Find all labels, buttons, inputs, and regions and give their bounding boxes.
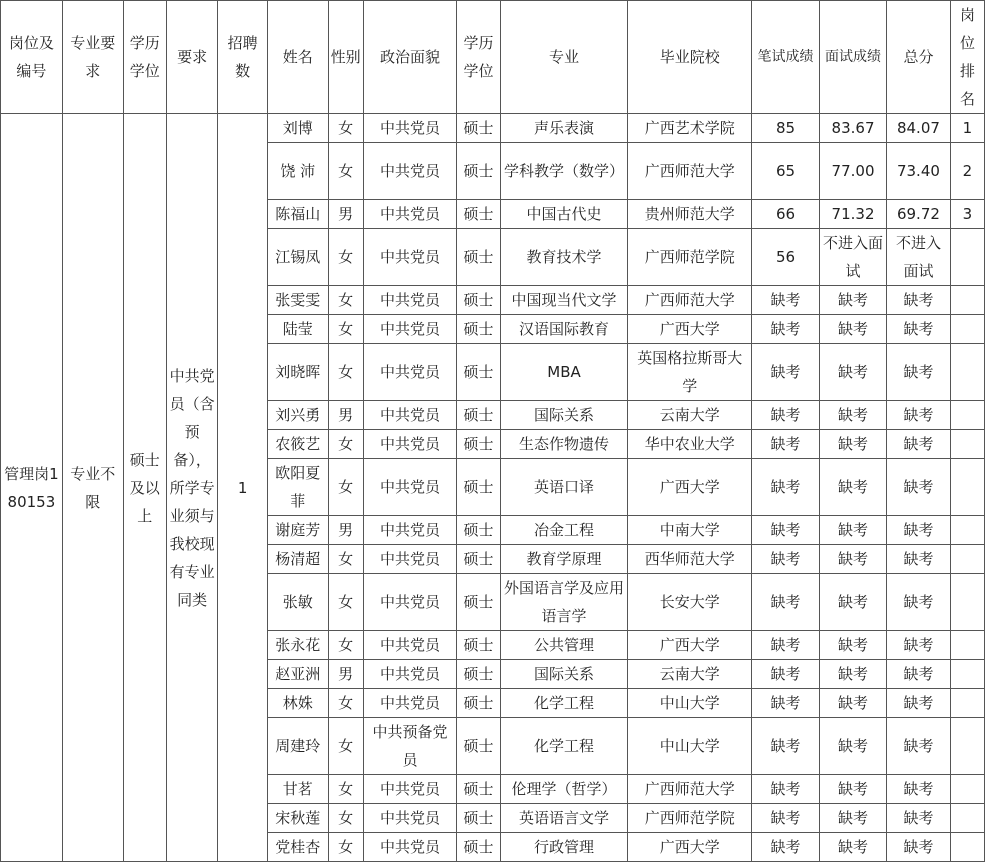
- cell-school: 中山大学: [628, 689, 752, 718]
- header-position: 岗位及编号: [1, 1, 63, 114]
- cell-written: 85: [752, 114, 820, 143]
- cell-interview: 缺考: [820, 401, 887, 430]
- cell-gender: 女: [328, 459, 363, 516]
- cell-rank: [950, 833, 984, 862]
- cell-name: 张雯雯: [267, 286, 328, 315]
- cell-rank: 3: [950, 200, 984, 229]
- cell-school: 英国格拉斯哥大学: [628, 344, 752, 401]
- cell-degree: 硕士: [457, 574, 500, 631]
- cell-gender: 女: [328, 689, 363, 718]
- cell-school: 广西大学: [628, 631, 752, 660]
- cell-degree: 硕士: [457, 286, 500, 315]
- cell-gender: 男: [328, 516, 363, 545]
- cell-major: 国际关系: [500, 401, 628, 430]
- cell-interview: 缺考: [820, 430, 887, 459]
- cell-gender: 女: [328, 229, 363, 286]
- cell-written: 65: [752, 143, 820, 200]
- cell-rank: [950, 545, 984, 574]
- cell-gender: 女: [328, 718, 363, 775]
- cell-party: 中共党员: [363, 660, 457, 689]
- cell-interview: 缺考: [820, 516, 887, 545]
- cell-written: 缺考: [752, 286, 820, 315]
- header-name: 姓名: [267, 1, 328, 114]
- cell-total: 73.40: [887, 143, 951, 200]
- cell-degree: 硕士: [457, 718, 500, 775]
- cell-name: 党桂杏: [267, 833, 328, 862]
- cell-interview: 缺考: [820, 660, 887, 689]
- cell-major: 伦理学（哲学）: [500, 775, 628, 804]
- cell-interview: 缺考: [820, 718, 887, 775]
- cell-gender: 女: [328, 574, 363, 631]
- cell-written: 缺考: [752, 833, 820, 862]
- cell-rank: [950, 631, 984, 660]
- cell-name: 宋秋莲: [267, 804, 328, 833]
- cell-interview: 缺考: [820, 833, 887, 862]
- cell-gender: 女: [328, 114, 363, 143]
- cell-total: 缺考: [887, 660, 951, 689]
- cell-written: 56: [752, 229, 820, 286]
- cell-total: 缺考: [887, 574, 951, 631]
- cell-rank: [950, 401, 984, 430]
- cell-written: 缺考: [752, 775, 820, 804]
- cell-name: 杨清超: [267, 545, 328, 574]
- table-row: [1, 114, 985, 143]
- cell-rank: [950, 430, 984, 459]
- cell-written: 66: [752, 200, 820, 229]
- cell-degree: 硕士: [457, 200, 500, 229]
- cell-major: 声乐表演: [500, 114, 628, 143]
- cell-degree: 硕士: [457, 114, 500, 143]
- cell-name: 江锡凤: [267, 229, 328, 286]
- header-rank: 岗位排名: [950, 1, 984, 114]
- cell-interview: 缺考: [820, 545, 887, 574]
- cell-rank: [950, 516, 984, 545]
- cell-major: 化学工程: [500, 689, 628, 718]
- cell-interview: 缺考: [820, 344, 887, 401]
- cell-name: 周建玲: [267, 718, 328, 775]
- header-party: 政治面貌: [363, 1, 457, 114]
- cell-rank: 2: [950, 143, 984, 200]
- cell-degree: 硕士: [457, 516, 500, 545]
- cell-name: 甘茗: [267, 775, 328, 804]
- cell-rank: [950, 229, 984, 286]
- cell-party: 中共党员: [363, 574, 457, 631]
- cell-total: 缺考: [887, 833, 951, 862]
- cell-party: 中共党员: [363, 689, 457, 718]
- cell-rank: [950, 689, 984, 718]
- header-school: 毕业院校: [628, 1, 752, 114]
- cell-gender: 女: [328, 430, 363, 459]
- cell-school: 广西师范大学: [628, 775, 752, 804]
- cell-major-requirement: 专业不限: [62, 114, 123, 862]
- cell-school: 长安大学: [628, 574, 752, 631]
- cell-other-requirement: 中共党员（含预备），所学专业须与我校现有专业同类: [166, 114, 218, 862]
- cell-major: 英语口译: [500, 459, 628, 516]
- cell-written: 缺考: [752, 430, 820, 459]
- cell-written: 缺考: [752, 545, 820, 574]
- header-row: [1, 1, 985, 114]
- header-quota: 招聘数: [218, 1, 267, 114]
- cell-gender: 女: [328, 545, 363, 574]
- cell-written: 缺考: [752, 315, 820, 344]
- cell-total: 不进入面试: [887, 229, 951, 286]
- cell-major: 英语语言文学: [500, 804, 628, 833]
- cell-written: 缺考: [752, 459, 820, 516]
- header-degree: 学历学位: [457, 1, 500, 114]
- cell-degree-requirement: 硕士及以上: [123, 114, 166, 862]
- cell-degree: 硕士: [457, 459, 500, 516]
- cell-interview: 77.00: [820, 143, 887, 200]
- cell-interview: 83.67: [820, 114, 887, 143]
- cell-written: 缺考: [752, 401, 820, 430]
- cell-party: 中共党员: [363, 229, 457, 286]
- cell-interview: 缺考: [820, 315, 887, 344]
- cell-total: 缺考: [887, 286, 951, 315]
- cell-major: 汉语国际教育: [500, 315, 628, 344]
- cell-party: 中共党员: [363, 545, 457, 574]
- cell-interview: 缺考: [820, 775, 887, 804]
- cell-party: 中共党员: [363, 804, 457, 833]
- cell-school: 云南大学: [628, 401, 752, 430]
- cell-interview: 缺考: [820, 574, 887, 631]
- cell-interview: 缺考: [820, 804, 887, 833]
- cell-major: 国际关系: [500, 660, 628, 689]
- cell-major: 教育技术学: [500, 229, 628, 286]
- cell-name: 谢庭芳: [267, 516, 328, 545]
- cell-party: 中共党员: [363, 315, 457, 344]
- cell-major: 冶金工程: [500, 516, 628, 545]
- cell-rank: [950, 574, 984, 631]
- cell-rank: [950, 286, 984, 315]
- cell-name: 欧阳夏菲: [267, 459, 328, 516]
- cell-degree: 硕士: [457, 833, 500, 862]
- cell-school: 中山大学: [628, 718, 752, 775]
- header-major-req: 专业要求: [62, 1, 123, 114]
- cell-school: 贵州师范大学: [628, 200, 752, 229]
- cell-gender: 女: [328, 833, 363, 862]
- cell-school: 广西大学: [628, 315, 752, 344]
- cell-name: 刘博: [267, 114, 328, 143]
- cell-degree: 硕士: [457, 660, 500, 689]
- cell-name: 张永花: [267, 631, 328, 660]
- cell-degree: 硕士: [457, 315, 500, 344]
- cell-total: 缺考: [887, 315, 951, 344]
- cell-degree: 硕士: [457, 775, 500, 804]
- cell-name: 刘晓晖: [267, 344, 328, 401]
- cell-total: 缺考: [887, 804, 951, 833]
- cell-degree: 硕士: [457, 344, 500, 401]
- header-interview: 面试成绩: [820, 1, 887, 114]
- cell-name: 刘兴勇: [267, 401, 328, 430]
- cell-name: 农筱艺: [267, 430, 328, 459]
- cell-gender: 女: [328, 775, 363, 804]
- cell-school: 西华师范大学: [628, 545, 752, 574]
- cell-total: 缺考: [887, 775, 951, 804]
- cell-position: 管理岗180153: [1, 114, 63, 862]
- cell-degree: 硕士: [457, 689, 500, 718]
- cell-major: 生态作物遗传: [500, 430, 628, 459]
- cell-gender: 女: [328, 286, 363, 315]
- cell-school: 广西大学: [628, 833, 752, 862]
- cell-degree: 硕士: [457, 229, 500, 286]
- cell-major: 行政管理: [500, 833, 628, 862]
- cell-degree: 硕士: [457, 430, 500, 459]
- cell-written: 缺考: [752, 574, 820, 631]
- cell-gender: 女: [328, 631, 363, 660]
- cell-total: 缺考: [887, 459, 951, 516]
- cell-party: 中共党员: [363, 430, 457, 459]
- cell-written: 缺考: [752, 631, 820, 660]
- cell-total: 缺考: [887, 545, 951, 574]
- cell-school: 广西师范大学: [628, 286, 752, 315]
- cell-gender: 女: [328, 143, 363, 200]
- cell-interview: 71.32: [820, 200, 887, 229]
- cell-rank: 1: [950, 114, 984, 143]
- cell-total: 缺考: [887, 430, 951, 459]
- cell-gender: 男: [328, 401, 363, 430]
- cell-degree: 硕士: [457, 401, 500, 430]
- cell-party: 中共党员: [363, 344, 457, 401]
- cell-degree: 硕士: [457, 143, 500, 200]
- cell-degree: 硕士: [457, 545, 500, 574]
- header-gender: 性别: [328, 1, 363, 114]
- cell-rank: [950, 660, 984, 689]
- cell-degree: 硕士: [457, 631, 500, 660]
- cell-interview: 不进入面试: [820, 229, 887, 286]
- cell-total: 缺考: [887, 718, 951, 775]
- cell-gender: 男: [328, 200, 363, 229]
- cell-major: 公共管理: [500, 631, 628, 660]
- cell-rank: [950, 718, 984, 775]
- cell-school: 广西大学: [628, 459, 752, 516]
- cell-rank: [950, 344, 984, 401]
- cell-party: 中共党员: [363, 200, 457, 229]
- cell-party: 中共党员: [363, 286, 457, 315]
- cell-interview: 缺考: [820, 689, 887, 718]
- cell-degree: 硕士: [457, 804, 500, 833]
- cell-school: 华中农业大学: [628, 430, 752, 459]
- cell-school: 广西师范学院: [628, 229, 752, 286]
- header-degree-req: 学历学位: [123, 1, 166, 114]
- cell-written: 缺考: [752, 689, 820, 718]
- cell-party: 中共党员: [363, 516, 457, 545]
- cell-total: 缺考: [887, 631, 951, 660]
- cell-gender: 男: [328, 660, 363, 689]
- cell-school: 广西师范大学: [628, 143, 752, 200]
- header-requirement: 要求: [166, 1, 218, 114]
- cell-quota: 1: [218, 114, 267, 862]
- cell-party: 中共预备党员: [363, 718, 457, 775]
- cell-major: MBA: [500, 344, 628, 401]
- cell-party: 中共党员: [363, 143, 457, 200]
- cell-total: 84.07: [887, 114, 951, 143]
- cell-party: 中共党员: [363, 833, 457, 862]
- cell-school: 广西师范学院: [628, 804, 752, 833]
- cell-school: 广西艺术学院: [628, 114, 752, 143]
- cell-party: 中共党员: [363, 401, 457, 430]
- cell-rank: [950, 459, 984, 516]
- cell-gender: 女: [328, 344, 363, 401]
- cell-total: 缺考: [887, 401, 951, 430]
- cell-interview: 缺考: [820, 286, 887, 315]
- cell-name: 陆莹: [267, 315, 328, 344]
- cell-major: 化学工程: [500, 718, 628, 775]
- cell-gender: 女: [328, 315, 363, 344]
- cell-gender: 女: [328, 804, 363, 833]
- cell-written: 缺考: [752, 344, 820, 401]
- cell-name: 饶 沛: [267, 143, 328, 200]
- cell-written: 缺考: [752, 718, 820, 775]
- cell-rank: [950, 804, 984, 833]
- cell-total: 69.72: [887, 200, 951, 229]
- cell-major: 中国古代史: [500, 200, 628, 229]
- cell-rank: [950, 315, 984, 344]
- cell-name: 陈福山: [267, 200, 328, 229]
- header-total: 总分: [887, 1, 951, 114]
- cell-total: 缺考: [887, 344, 951, 401]
- cell-name: 林姝: [267, 689, 328, 718]
- cell-party: 中共党员: [363, 114, 457, 143]
- cell-name: 赵亚洲: [267, 660, 328, 689]
- cell-name: 张敏: [267, 574, 328, 631]
- cell-written: 缺考: [752, 660, 820, 689]
- cell-written: 缺考: [752, 804, 820, 833]
- cell-major: 中国现当代文学: [500, 286, 628, 315]
- cell-total: 缺考: [887, 516, 951, 545]
- cell-interview: 缺考: [820, 631, 887, 660]
- cell-school: 云南大学: [628, 660, 752, 689]
- cell-party: 中共党员: [363, 775, 457, 804]
- cell-major: 学科教学（数学）: [500, 143, 628, 200]
- cell-school: 中南大学: [628, 516, 752, 545]
- cell-total: 缺考: [887, 689, 951, 718]
- header-major: 专业: [500, 1, 628, 114]
- cell-interview: 缺考: [820, 459, 887, 516]
- cell-major: 外国语言学及应用语言学: [500, 574, 628, 631]
- cell-party: 中共党员: [363, 631, 457, 660]
- cell-party: 中共党员: [363, 459, 457, 516]
- header-written: 笔试成绩: [752, 1, 820, 114]
- cell-major: 教育学原理: [500, 545, 628, 574]
- cell-written: 缺考: [752, 516, 820, 545]
